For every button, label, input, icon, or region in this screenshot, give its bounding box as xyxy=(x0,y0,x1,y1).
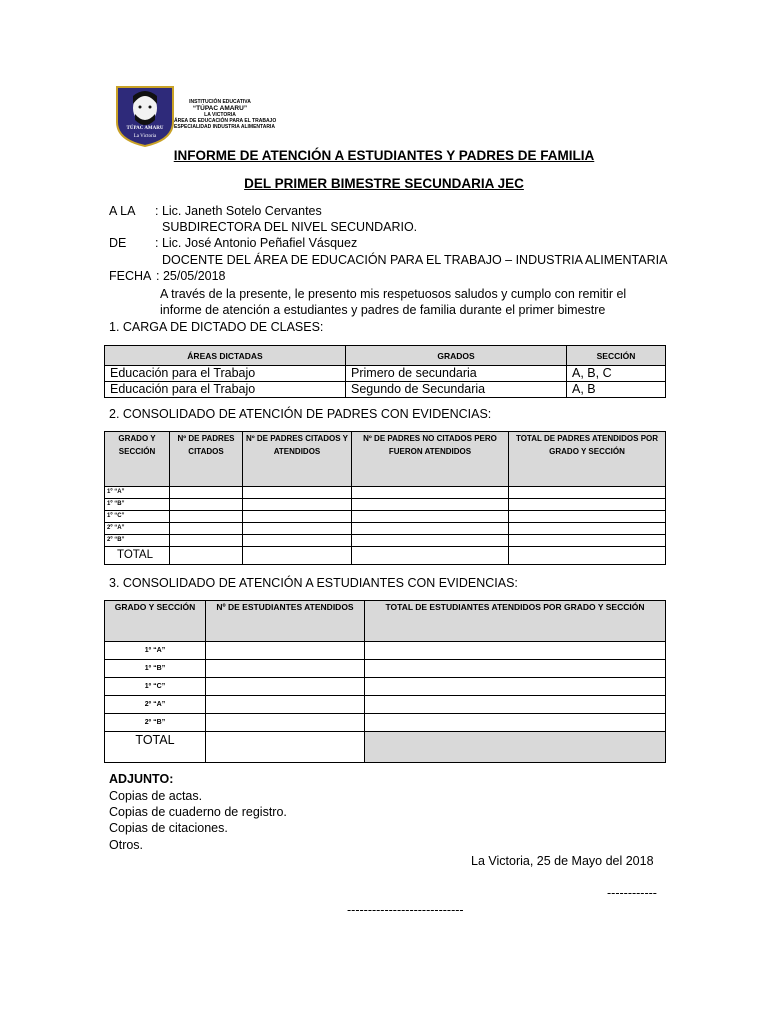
from-label: DE xyxy=(109,236,127,250)
section3-heading: 3. CONSOLIDADO DE ATENCIÓN A ESTUDIANTES CON EVIDENCIAS: xyxy=(109,576,518,590)
table-cell: A, B xyxy=(567,382,666,398)
table-cell xyxy=(509,499,666,511)
column-header: GRADO Y SECCIÓN xyxy=(105,601,206,642)
total-label: TOTAL xyxy=(105,547,170,565)
table-cell xyxy=(170,535,243,547)
table-row xyxy=(105,499,666,511)
column-header: ÁREAS DICTADAS xyxy=(105,346,346,366)
grade-section-cell: 2º “A” xyxy=(105,523,170,535)
memo-body-line: A través de la presente, le presento mis respetuosos saludos y cumplo con remitir el xyxy=(160,287,627,301)
column-header: SECCIÓN xyxy=(567,346,666,366)
table-row xyxy=(105,714,666,732)
table-cell xyxy=(170,511,243,523)
table-cell xyxy=(206,714,365,732)
memo-body-line: informe de atención a estudiantes y padres de familia durante el primer bimestre xyxy=(160,303,606,317)
attachment-item: Copias de actas. xyxy=(109,789,203,803)
table-cell: Educación para el Trabajo xyxy=(105,382,346,398)
table-cell xyxy=(170,487,243,499)
table-cell xyxy=(170,499,243,511)
signature-line: ---------------------------- xyxy=(347,903,464,917)
column-header: GRADOS xyxy=(346,346,567,366)
table-cell xyxy=(243,499,352,511)
table-cell xyxy=(243,547,352,565)
from-role: DOCENTE DEL ÁREA DE EDUCACIÓN PARA EL TRABAJO – INDUSTRIA ALIMENTARIA xyxy=(162,253,668,267)
logo-text: TÚPAC AMARU xyxy=(126,126,164,131)
attachment-item: Copias de cuaderno de registro. xyxy=(109,805,287,819)
table-cell xyxy=(352,511,509,523)
table-cell xyxy=(206,642,365,660)
table-row xyxy=(105,511,666,523)
total-row xyxy=(105,547,666,565)
table-cell xyxy=(365,660,666,678)
table-cell xyxy=(352,523,509,535)
table-cell xyxy=(509,487,666,499)
to-value: : Lic. Janeth Sotelo Cervantes xyxy=(155,204,322,218)
table-row xyxy=(105,366,666,382)
grade-section-cell: 1º “C” xyxy=(105,511,170,523)
table-cell xyxy=(352,499,509,511)
grade-section-cell: 2º “A” xyxy=(105,696,206,714)
from-value: : Lic. José Antonio Peñafiel Vásquez xyxy=(155,236,358,250)
institution-line: ESPECIALIDAD INDUSTRIA ALIMENTARIA xyxy=(174,124,275,130)
institution-line: LA VICTORIA xyxy=(204,112,236,118)
teaching-load-table xyxy=(104,345,666,398)
school-logo xyxy=(113,84,177,148)
grade-section-cell: 1º “B” xyxy=(105,660,206,678)
table-header-row xyxy=(105,346,666,366)
column-header: Nº DE PADRES CITADOS Y ATENDIDOS xyxy=(243,432,352,487)
table-cell: Segundo de Secundaria xyxy=(346,382,567,398)
section2-heading: 2. CONSOLIDADO DE ATENCIÓN DE PADRES CON EVIDENCIAS: xyxy=(109,407,492,421)
students-attention-table xyxy=(104,600,666,763)
table-header-row xyxy=(105,432,666,487)
table-cell xyxy=(365,678,666,696)
table-cell xyxy=(365,696,666,714)
table-cell xyxy=(206,660,365,678)
column-header: TOTAL DE PADRES ATENDIDOS POR GRADO Y SECCIÓN xyxy=(509,432,666,487)
place-date: La Victoria, 25 de Mayo del 2018 xyxy=(471,854,654,868)
grade-section-cell: 2º “B” xyxy=(105,714,206,732)
attachments-heading: ADJUNTO: xyxy=(109,772,174,786)
table-row xyxy=(105,660,666,678)
report-title-line2: DEL PRIMER BIMESTRE SECUNDARIA JEC xyxy=(244,176,524,191)
to-label: A LA xyxy=(109,204,136,218)
table-row xyxy=(105,696,666,714)
table-cell xyxy=(170,547,243,565)
column-header: Nº DE PADRES NO CITADOS PERO FUERON ATENDIDOS xyxy=(352,432,509,487)
grade-section-cell: 2º “B” xyxy=(105,535,170,547)
table-cell xyxy=(206,678,365,696)
table-cell xyxy=(509,547,666,565)
table-row xyxy=(105,382,666,398)
institution-line: ÁREA DE EDUCACIÓN PARA EL TRABAJO xyxy=(174,118,277,124)
section1-heading: 1. CARGA DE DICTADO DE CLASES: xyxy=(109,320,324,334)
logo-subtext: La Victoria xyxy=(133,134,157,139)
table-cell xyxy=(352,487,509,499)
table-cell xyxy=(243,487,352,499)
table-cell xyxy=(352,535,509,547)
column-header: GRADO Y SECCIÓN xyxy=(105,432,170,487)
table-cell xyxy=(509,511,666,523)
table-cell xyxy=(243,511,352,523)
institution-line: INSTITUCIÓN EDUCATIVA xyxy=(189,99,251,105)
grade-section-cell: 1º “A” xyxy=(105,642,206,660)
institution-block xyxy=(174,99,277,130)
table-cell xyxy=(509,535,666,547)
table-row xyxy=(105,523,666,535)
table-row xyxy=(105,678,666,696)
table-header-row xyxy=(105,601,666,642)
column-header: Nº DE PADRES CITADOS xyxy=(170,432,243,487)
signature-line: ------------ xyxy=(607,886,657,900)
date-value: : 25/05/2018 xyxy=(156,269,226,283)
table-cell xyxy=(243,523,352,535)
table-cell xyxy=(206,696,365,714)
column-header: TOTAL DE ESTUDIANTES ATENDIDOS POR GRADO Y SECCIÓN xyxy=(365,601,666,642)
table-cell: Educación para el Trabajo xyxy=(105,366,346,382)
grade-section-cell: 1º “C” xyxy=(105,678,206,696)
date-label: FECHA xyxy=(109,269,152,283)
table-cell xyxy=(365,642,666,660)
parents-attention-table xyxy=(104,431,666,565)
grade-section-cell: 1º “A” xyxy=(105,487,170,499)
table-cell xyxy=(509,523,666,535)
table-row xyxy=(105,487,666,499)
table-cell xyxy=(365,714,666,732)
total-label: TOTAL xyxy=(105,732,206,763)
to-role: SUBDIRECTORA DEL NIVEL SECUNDARIO. xyxy=(162,220,418,234)
table-cell xyxy=(243,535,352,547)
table-row xyxy=(105,642,666,660)
table-cell xyxy=(352,547,509,565)
attachment-item: Copias de citaciones. xyxy=(109,821,228,835)
table-cell xyxy=(170,523,243,535)
grade-section-cell: 1º “B” xyxy=(105,499,170,511)
table-cell: Primero de secundaria xyxy=(346,366,567,382)
attachment-item: Otros. xyxy=(109,838,144,852)
table-cell: A, B, C xyxy=(567,366,666,382)
table-row xyxy=(105,535,666,547)
institution-name: “TÚPAC AMARU” xyxy=(192,105,248,112)
column-header: Nº DE ESTUDIANTES ATENDIDOS xyxy=(206,601,365,642)
total-row xyxy=(105,732,666,763)
table-cell-shaded xyxy=(365,732,666,763)
table-cell xyxy=(206,732,365,763)
report-title-line1: INFORME DE ATENCIÓN A ESTUDIANTES Y PADRES DE FAMILIA xyxy=(173,148,595,163)
